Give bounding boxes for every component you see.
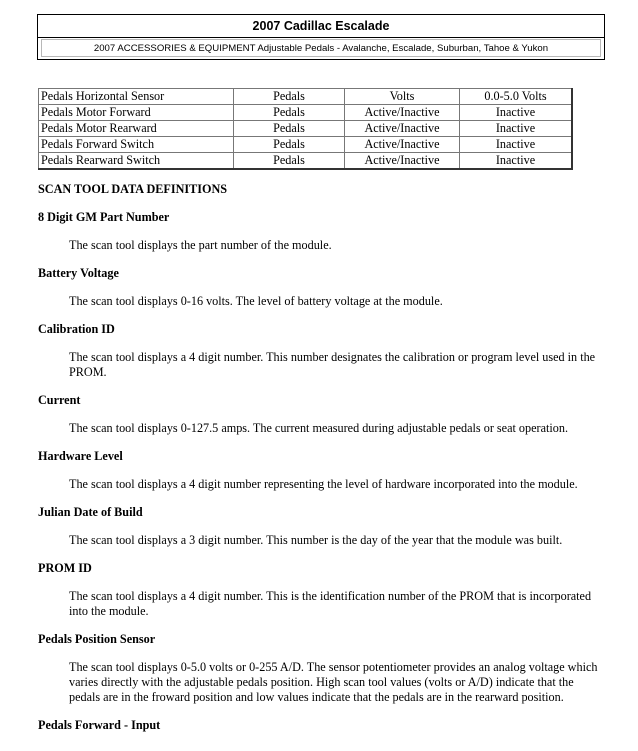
table-cell: Pedals Horizontal Sensor [39, 89, 234, 105]
table-cell: Pedals [234, 137, 345, 153]
table-row [39, 153, 573, 170]
definition-body: The scan tool displays 0-5.0 volts or 0-255 A/D. The sensor potentiometer provides an analog voltage which varies directly with the adjustable pedals position. High scan tool values (volts or A/D) indicate that the pedals are in the froward position and low values indicate that the pedals are in the rearward position. [69, 660, 598, 704]
table-cell: Pedals Motor Rearward [39, 121, 234, 137]
definition-body: The scan tool displays 0-127.5 amps. The current measured during adjustable pedals or seat operation. [69, 421, 568, 435]
definition-term: Battery Voltage [38, 266, 119, 280]
table-cell: Active/Inactive [345, 137, 460, 153]
definition-body: The scan tool displays 0-16 volts. The level of battery voltage at the module. [69, 294, 443, 308]
table-cell: Volts [345, 89, 460, 105]
definition-body: The scan tool displays a 4 digit number. This number designates the calibration or program level used in the PROM. [69, 350, 596, 379]
definition-term: Pedals Forward - Input [38, 718, 161, 732]
section-heading: SCAN TOOL DATA DEFINITIONS [38, 182, 228, 196]
table-row [39, 121, 573, 137]
table-cell: Inactive [460, 153, 573, 170]
document-subtitle: 2007 ACCESSORIES & EQUIPMENT Adjustable Pedals - Avalanche, Escalade, Suburban, Tahoe & Yukon [41, 39, 601, 57]
definition-term: Current [38, 393, 81, 407]
table-row [39, 105, 573, 121]
table-cell: Active/Inactive [345, 121, 460, 137]
definition-term: Hardware Level [38, 449, 123, 463]
table-cell: Pedals [234, 153, 345, 170]
definition-term: PROM ID [38, 561, 92, 575]
definition-term: Pedals Position Sensor [38, 632, 156, 646]
definition-body: The scan tool displays a 4 digit number representing the level of hardware incorporated into the module. [69, 477, 578, 491]
definition-term: Julian Date of Build [38, 505, 143, 519]
table-row [39, 89, 573, 105]
table-cell: Pedals Motor Forward [39, 105, 234, 121]
definitions-section [38, 182, 598, 733]
table-cell: Inactive [460, 137, 573, 153]
table-cell: Active/Inactive [345, 105, 460, 121]
table-cell: 0.0-5.0 Volts [460, 89, 573, 105]
table-row [39, 137, 573, 153]
definition-term: Calibration ID [38, 322, 115, 336]
table-cell: Pedals [234, 121, 345, 137]
definition-term: 8 Digit GM Part Number [38, 210, 170, 224]
document-title: 2007 Cadillac Escalade [38, 15, 604, 38]
scan-data-table [38, 88, 573, 170]
definition-body: The scan tool displays a 3 digit number. This number is the day of the year that the module was built. [69, 533, 563, 547]
page-header [37, 14, 605, 60]
table-cell: Active/Inactive [345, 153, 460, 170]
definition-body: The scan tool displays a 4 digit number. This is the identification number of the PROM that is incorporated into the module. [69, 589, 592, 618]
table-cell: Pedals Rearward Switch [39, 153, 234, 170]
table-cell: Pedals [234, 105, 345, 121]
table-cell: Pedals Forward Switch [39, 137, 234, 153]
table-cell: Inactive [460, 105, 573, 121]
table-cell: Inactive [460, 121, 573, 137]
table-cell: Pedals [234, 89, 345, 105]
definition-body: The scan tool displays the part number of the module. [69, 238, 332, 252]
